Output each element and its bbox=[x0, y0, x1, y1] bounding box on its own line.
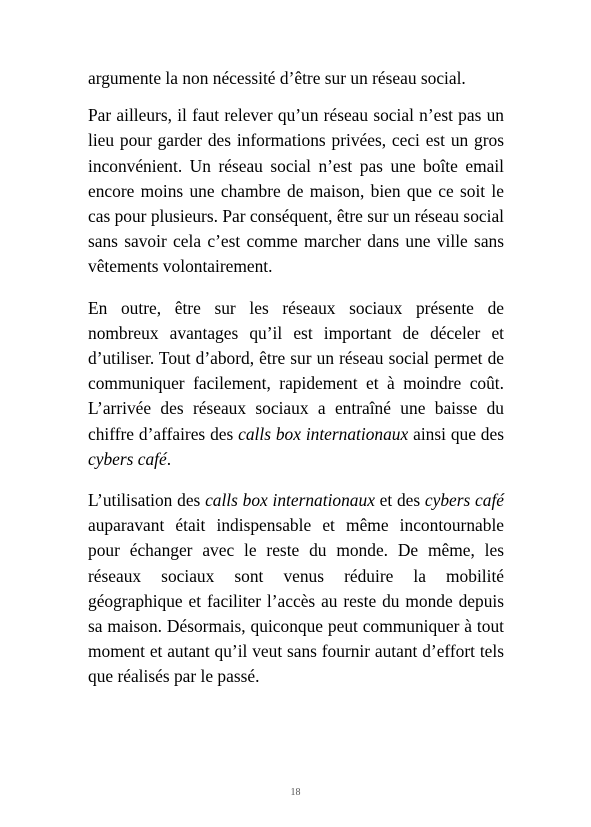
page-number: 18 bbox=[290, 787, 301, 798]
paragraph-2-text: Par ailleurs, il faut relever qu’un réseau social n’est pas un lieu pour garder des informations privées, ceci est un gros inconvénient. Un réseau social n’est pas une boîte email encore moins une chambre de maison, bien que ce soit le cas pour plusieurs. Par conséquent, être sur un réseau social sans savoir cela c’est comme marcher dans une ville sans vêtements volontairement. bbox=[88, 105, 504, 277]
paragraph-3 bbox=[88, 296, 504, 472]
paragraph-4-italic-calls-box: calls box internationaux bbox=[205, 490, 375, 511]
paragraph-4-text-e: auparavant était indispensable et même incontournable pour échanger avec le reste du monde. De même, les réseaux sociaux sont venus réduire la mobilité géographique et faciliter l’accès au reste du monde depuis sa maison. Désormais, quiconque peut communiquer à tout moment et autant qu’il veut sans fournir autant d’effort tels que réalisés par le passé. bbox=[88, 515, 504, 687]
paragraph-4-italic-cybers-cafe: cybers café bbox=[424, 490, 505, 511]
paragraph-3-text-e: . bbox=[166, 448, 172, 469]
paragraph-3-text-c: ainsi que des bbox=[408, 423, 504, 444]
paragraph-1 bbox=[88, 66, 504, 91]
paragraph-3-italic-cybers-cafe: cybers café bbox=[88, 448, 167, 469]
paragraph-4-text-c: et des bbox=[374, 490, 425, 511]
paragraph-3-text-a: En outre, être sur les réseaux sociaux présente de nombreux avantages qu’il est important de déceler et d’utiliser. Tout d’abord, être sur un réseau social permet de communiquer facilement, rapidement et à moindre coût. L’arrivée des réseaux sociaux a entraîné une baisse du chiffre d’affaires des bbox=[88, 297, 504, 444]
paragraph-4-text-a: L’utilisation des bbox=[88, 490, 206, 511]
paragraph-4 bbox=[88, 488, 504, 690]
paragraph-1-text: argumente la non nécessité d’être sur un réseau social. bbox=[88, 68, 466, 88]
paragraph-2 bbox=[88, 103, 504, 279]
page-body bbox=[88, 66, 504, 706]
paragraph-3-italic-calls-box: calls box internationaux bbox=[238, 423, 409, 444]
